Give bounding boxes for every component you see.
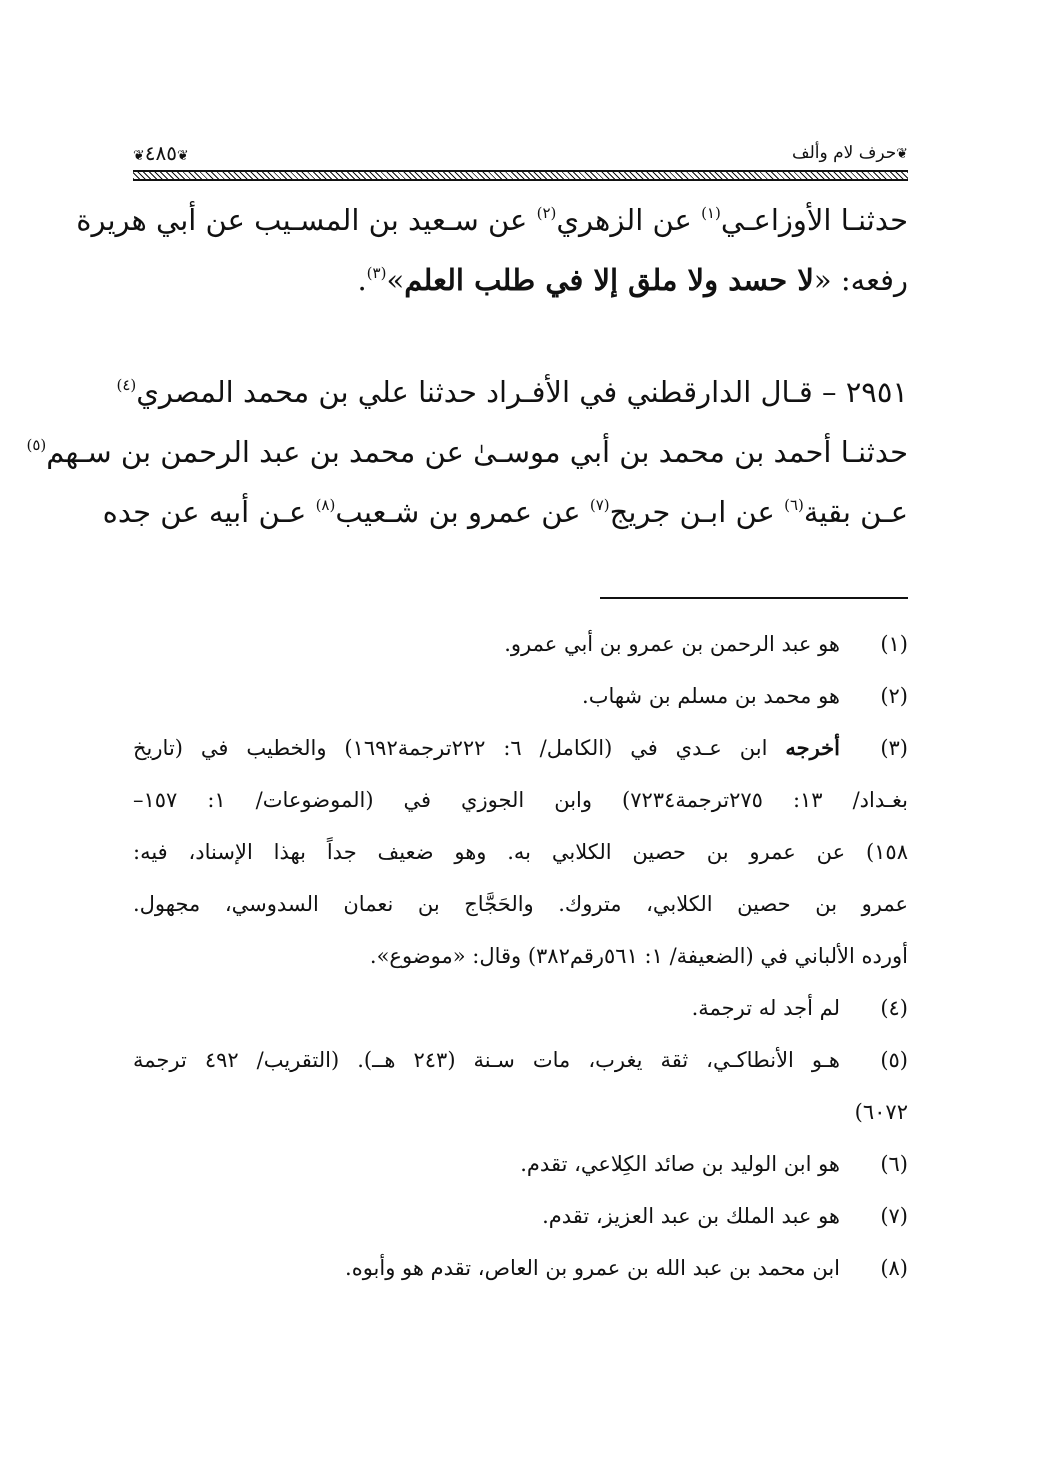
footnote-text-line: هـو الأنطاكـي، ثقة يغرب، مات سـنة (٢٤٣ هــ). (التقريب/ ٤٩٢ ترجمة bbox=[133, 1048, 840, 1072]
text-line: ٢٩٥١ – قـال الدارقطني في الأفـراد حدثنا علي بن محمد المصري$^{(٤)}$ bbox=[116, 375, 908, 409]
page-number: ٤٨٥ bbox=[144, 141, 177, 165]
footnote-number: (١) bbox=[880, 632, 908, 656]
footnote-ref: (٣) bbox=[366, 264, 387, 282]
footnote-ref: (٢) bbox=[536, 204, 557, 222]
footnote-4 bbox=[133, 982, 908, 1034]
footnote-text: هو ابن الوليد بن صائد الكِلاعي، تقدم. bbox=[520, 1152, 840, 1176]
footnote-5 bbox=[133, 1034, 908, 1138]
hadith-text: لا حسد ولا ملق إلا في طلب العلم bbox=[404, 263, 814, 297]
footnote-text-line: عمرو بن حصين الكلابي، متروك. والحَجَّاج بن نعمان السدوسي، مجهول. bbox=[133, 892, 908, 916]
footnote-1 bbox=[133, 618, 908, 670]
footnote-number: (٤) bbox=[880, 996, 908, 1020]
footnote-ref: (٧) bbox=[589, 496, 610, 514]
footnote-ref: (٤) bbox=[116, 376, 137, 394]
footnote-ref: (٥) bbox=[26, 436, 47, 454]
footnote-number: (٣) bbox=[880, 736, 908, 760]
header-decorative-rule bbox=[133, 170, 908, 181]
footnote-ref: (١) bbox=[701, 204, 721, 222]
footnote-8 bbox=[133, 1242, 908, 1294]
footnote-number: (٦) bbox=[880, 1152, 908, 1176]
footnote-text: هو عبد الرحمن بن عمرو بن أبي عمرو. bbox=[504, 632, 840, 656]
footnote-6 bbox=[133, 1138, 908, 1190]
text-line: عـن بقية$^{(٦)}$ عن ابـن جريج$^{(٧)}$ عن عمرو بن شـعيب$^{(٨)}$ عـن أبيه عن جده bbox=[102, 495, 908, 529]
footnote-separator bbox=[600, 597, 908, 599]
text-line: حدثنـا أحمد بن محمد بن أبي موسـىٰ عن محمد بن عبد الرحمن بن سـهم$^{(٥)}$ bbox=[26, 435, 908, 469]
main-text bbox=[26, 190, 908, 542]
footnote-ref: (٨) bbox=[315, 496, 336, 514]
footnote-number: (٧) bbox=[880, 1204, 908, 1228]
text-line: رفعه: «لا حسد ولا ملق إلا في طلب العلم»$^{(٣)}$. bbox=[357, 263, 908, 297]
ornament-icon: ❦ bbox=[896, 146, 908, 162]
section-title: حرف لام وألف bbox=[792, 143, 897, 163]
footnote-text-line: ١٥٨) عن عمرو بن حصين الكلابي به. وهو ضعيف جداً بهذا الإسناد، فيه: bbox=[133, 840, 908, 864]
footnotes bbox=[133, 618, 908, 1294]
footnote-ref: (٦) bbox=[784, 496, 804, 514]
footnote-text: ابن محمد بن عبد الله بن عمرو بن العاص، تقدم هو وأبوه. bbox=[345, 1256, 840, 1280]
footnote-text: هو محمد بن مسلم بن شهاب. bbox=[582, 684, 840, 708]
footnote-text-line: بغـداد/ ١٣: ٢٧٥ترجمة٧٢٣٤) وابن الجوزي في (الموضوعات/ ١: ١٥٧– bbox=[133, 788, 908, 812]
section-title-group bbox=[792, 138, 908, 169]
footnote-number: (٨) bbox=[880, 1256, 908, 1280]
footnote-7 bbox=[133, 1190, 908, 1242]
footnote-number: (٥) bbox=[880, 1048, 908, 1072]
ornament-icon: ❦ bbox=[176, 148, 189, 164]
footnote-number: (٢) bbox=[880, 684, 908, 708]
footnote-text-line: أخرجه ابن عـدي في (الكامل/ ٦: ٢٢٢ترجمة١٦٩٢) والخطيب في (تاريخ bbox=[133, 735, 841, 760]
footnote-2 bbox=[133, 670, 908, 722]
footnote-3 bbox=[133, 722, 908, 982]
footnote-text-line: أورده الألباني في (الضعيفة/ ١: ٥٦١رقم٣٨٢) وقال: «موضوع». bbox=[369, 944, 908, 968]
page-header bbox=[133, 138, 908, 178]
ornament-icon: ❦ bbox=[133, 148, 145, 164]
text-line: حدثنـا الأوزاعـي$^{(١)}$ عن الزهري$^{(٢)}$ عن سـعيد بن المسـيب عن أبي هريرة bbox=[76, 203, 908, 237]
footnote-text: هو عبد الملك بن عبد العزيز، تقدم. bbox=[542, 1204, 840, 1228]
footnote-text: لم أجد له ترجمة. bbox=[691, 996, 840, 1020]
footnote-text-line: ٦٠٧٢) bbox=[854, 1100, 908, 1124]
page-number-group bbox=[133, 138, 189, 171]
